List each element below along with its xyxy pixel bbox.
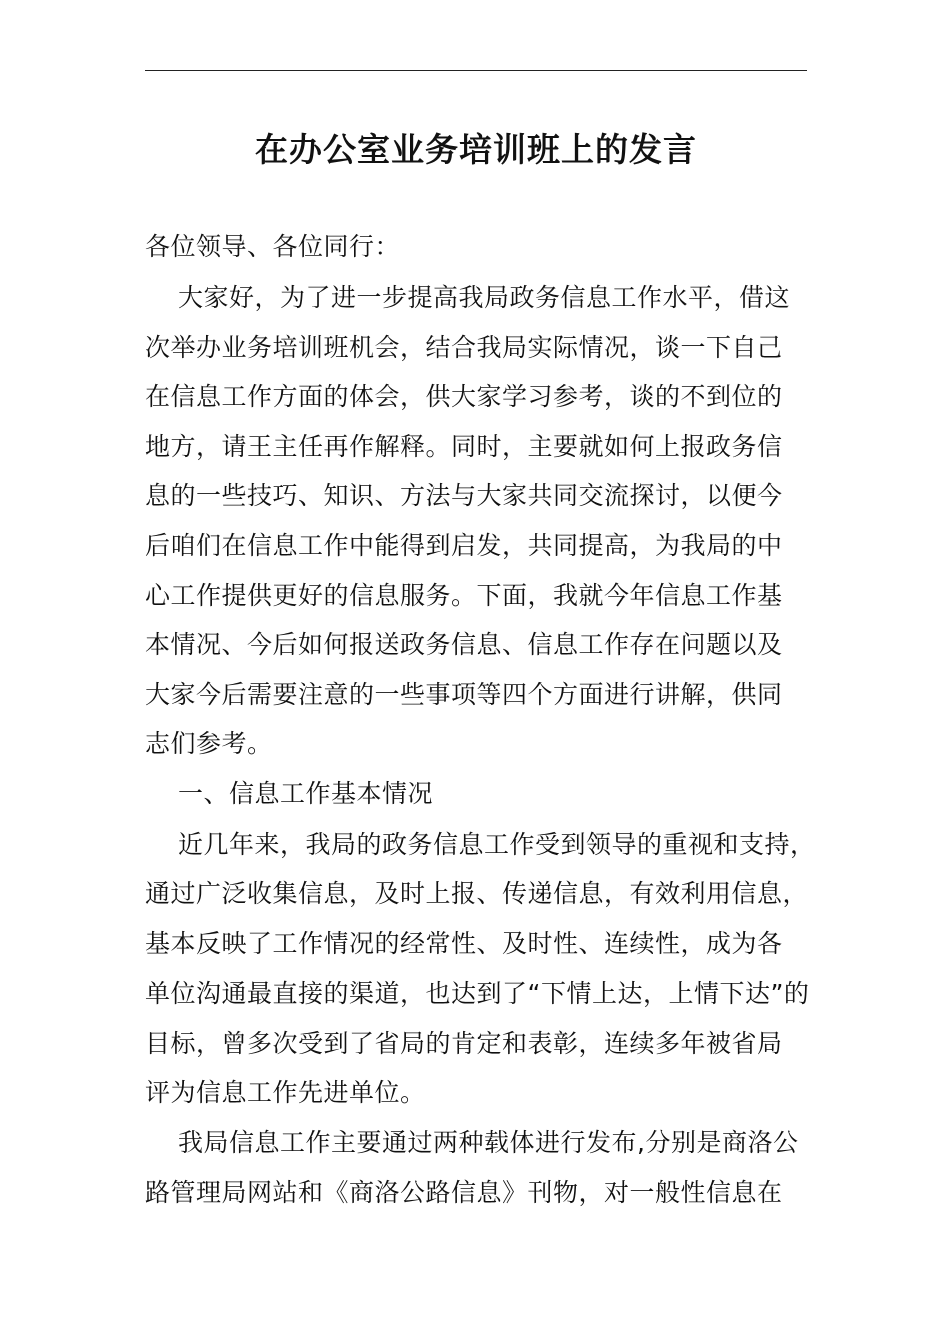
intro-line: 志们参考。 (145, 729, 273, 758)
intro-line: 大家好，为了进一步提高我局政务信息工作水平，借这 (178, 283, 791, 312)
intro-line: 在信息工作方面的体会，供大家学习参考，谈的不到位的 (145, 382, 783, 411)
paragraph-line: 通过广泛收集信息，及时上报、传递信息，有效利用信息， (145, 879, 809, 908)
intro-line: 大家今后需要注意的一些事项等四个方面进行讲解，供同 (145, 680, 783, 709)
salutation: 各位领导、各位同行： (145, 232, 401, 261)
paragraph-line: 基本反映了工作情况的经常性、及时性、连续性，成为各 (145, 929, 783, 958)
intro-line: 本情况、今后如何报送政务信息、信息工作存在问题以及 (145, 630, 783, 659)
paragraph-line: 路管理局网站和《商洛公路信息》刊物，对一般性信息在 (145, 1178, 783, 1207)
paragraph-line: 近几年来，我局的政务信息工作受到领导的重视和支持， (178, 830, 816, 859)
header-rule (145, 70, 807, 71)
intro-line: 后咱们在信息工作中能得到启发，共同提高，为我局的中 (145, 531, 783, 560)
paragraph-line: 我局信息工作主要通过两种载体进行发布,分别是商洛公 (178, 1128, 799, 1157)
intro-line: 息的一些技巧、知识、方法与大家共同交流探讨，以便今 (145, 481, 783, 510)
section-heading: 一、信息工作基本情况 (178, 779, 434, 808)
paragraph-line: 目标，曾多次受到了省局的肯定和表彰，连续多年被省局 (145, 1029, 783, 1058)
intro-line: 地方，请王主任再作解释。同时，主要就如何上报政务信 (145, 432, 783, 461)
intro-line: 心工作提供更好的信息服务。下面，我就今年信息工作基 (145, 581, 783, 610)
document-title: 在办公室业务培训班上的发言 (255, 130, 697, 169)
paragraph-line: 评为信息工作先进单位。 (145, 1078, 426, 1107)
intro-line: 次举办业务培训班机会，结合我局实际情况，谈一下自己 (145, 333, 783, 362)
paragraph-line: 单位沟通最直接的渠道，也达到了“下情上达，上情下达”的 (145, 979, 810, 1008)
